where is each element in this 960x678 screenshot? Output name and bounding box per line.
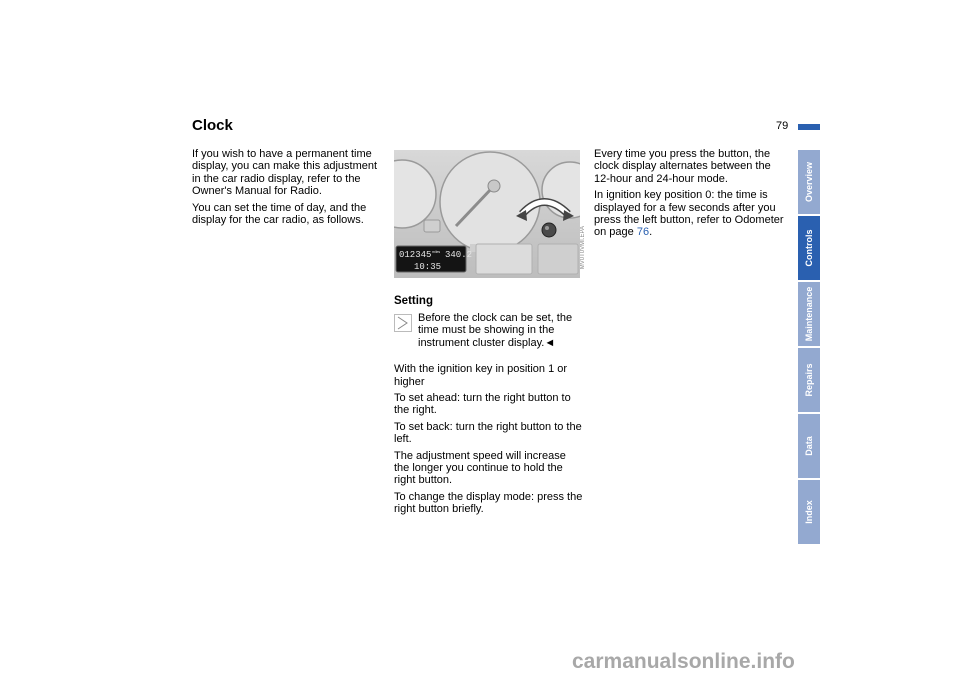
tab-maintenance[interactable] (798, 282, 820, 346)
tab-label: Repairs (804, 363, 814, 397)
tab-label: Data (804, 436, 814, 456)
tab-index[interactable] (798, 480, 820, 544)
page-title: Clock (192, 117, 233, 134)
intro-paragraph-1: If you wish to have a permanent time display, you can make this adjustment in the car radio display, refer to the Owner's Manual for Radio. (192, 148, 378, 198)
tab-overview[interactable] (798, 150, 820, 214)
setting-paragraph-1: With the ignition key in position 1 or higher (394, 363, 568, 388)
tab-label: Index (804, 500, 814, 524)
setting-heading: Setting (394, 295, 433, 307)
setting-paragraph-4: The adjustment speed will increase the longer you continue to hold the right button. (394, 449, 566, 487)
note-block (394, 312, 584, 349)
setting-paragraph-3: To set back: turn the right button to the left. (394, 420, 582, 446)
figure-code: MV0T0VMI.EPA (580, 226, 586, 270)
tab-controls[interactable] (798, 216, 820, 280)
note-text: Before the clock can be set, the time must be showing in the instrument cluster display.◄ (418, 312, 573, 349)
page-76-link[interactable]: 76 (636, 226, 650, 239)
odometer-readout: 012345 (399, 250, 432, 260)
mode-paragraph-1: Every time you press the button, the clock display alternates between the 12-hour and 24-hour mode. (594, 148, 771, 185)
mode-column (594, 148, 786, 243)
section-tabs (798, 150, 820, 546)
tab-label: Overview (804, 161, 814, 203)
tab-label: Maintenance (804, 286, 814, 342)
page-number-marker (798, 124, 820, 130)
trip-readout: 340.2 (445, 250, 473, 260)
mode-paragraph-2 (594, 189, 786, 239)
instrument-cluster-figure (394, 150, 580, 278)
tab-repairs[interactable] (798, 348, 820, 412)
clock-readout: 10:35 (414, 262, 442, 272)
mode-paragraph-2-end: . (649, 226, 653, 239)
mode-paragraph-2-text: In ignition key position 0: the time is displayed for a few seconds after you press the left button, refer to Odometer on page (594, 189, 784, 239)
setting-paragraph-2: To set ahead: turn the right button to the right. (394, 392, 571, 417)
tab-data[interactable] (798, 414, 820, 478)
odometer-unit: miles (432, 250, 441, 254)
page-number: 79 (776, 120, 789, 132)
setting-paragraph-5: To change the display mode: press the right button briefly. (394, 490, 583, 516)
setting-column (394, 312, 584, 520)
note-triangle-icon (394, 314, 412, 332)
tab-label: Controls (804, 229, 814, 267)
intro-column (192, 148, 380, 230)
intro-paragraph-2: You can set the time of day, and the display for the car radio, as follows. (192, 201, 367, 227)
watermark: carmanualsonline.info (572, 650, 795, 673)
